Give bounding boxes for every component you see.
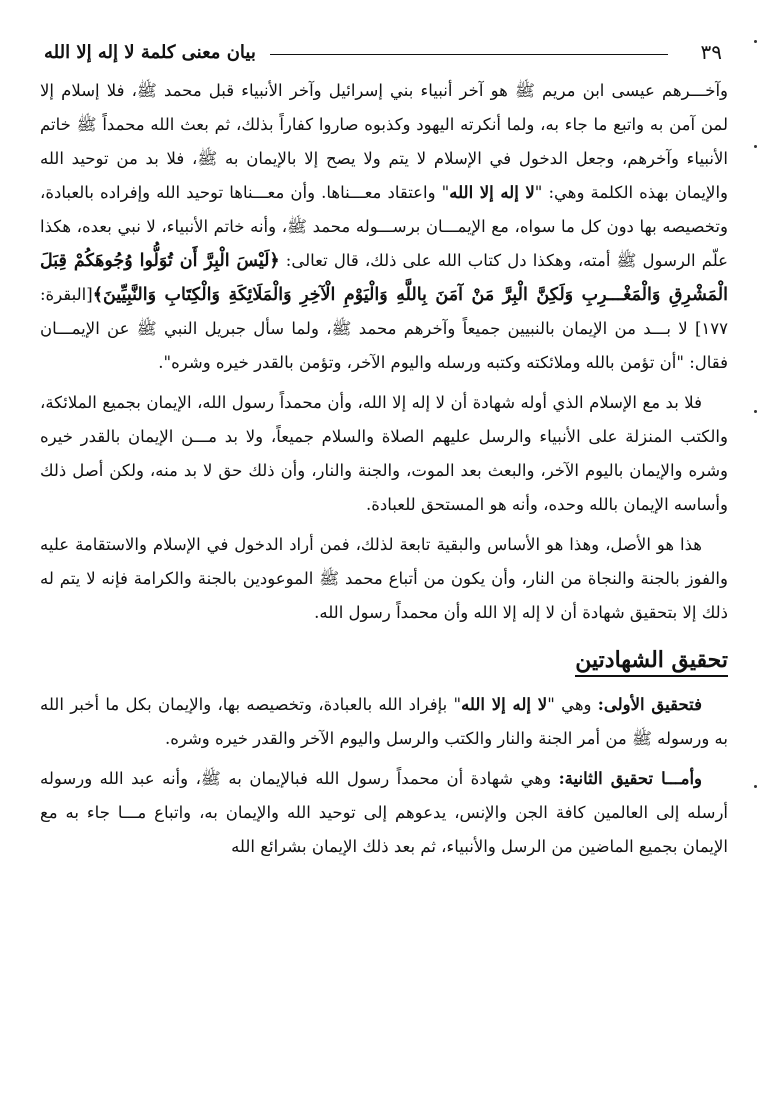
text-run: " واعتقاد معـــناها. وأن معـــناها توحيد الله وإفراده بالعبادة، وتخصيصه بها دون كل ما سواه، مع الإيمـــان برســـوله محمد ﷺ، وأنه خاتم الأنبياء، لا نبي بعده، هكذا علّم الرسول ﷺ أمته، وهكذا دل كتاب الله على ذلك، قال تعالى:: [40, 183, 728, 270]
text-run: هذا هو الأصل، وهذا هو الأساس والبقية تابعة لذلك، فمن أراد الدخول في الإسلام والاستقامة عليه والفوز بالجنة والنجاة من النار، وأن يكون من أتباع محمد ﷺ الموعودين بالجنة والكرامة فإنه لا يتم له ذلك إلا بتحقيق شهادة أن لا إله إلا الله وأن محمداً رسول الله.: [40, 535, 728, 622]
paragraph-2: [40, 386, 728, 522]
edge-mark: [754, 410, 757, 413]
section-paragraph-2: [40, 762, 728, 864]
bold-text: لا إله إلا الله: [461, 695, 548, 714]
edge-mark: [754, 785, 757, 788]
text-run: وهي ": [547, 695, 598, 714]
quran-verse: ﴿لَيْسَ الْبِرَّ أَن تُوَلُّوا وُجُوهَكُمْ قِبَلَ الْمَشْرِقِ وَالْمَغْـــرِبِ وَلَكِنَّ الْبِرَّ مَنْ آمَنَ بِاللَّهِ وَالْيَوْمِ الْآخِرِ وَالْمَلَائِكَةِ وَالْكِتَابِ وَالنَّبِيِّينَ﴾: [40, 251, 728, 305]
section-paragraph-1: [40, 688, 728, 756]
text-run: [البقرة: ١٧٧] لا بـــد من الإيمان بالنبيين جميعاً وآخرهم محمد ﷺ، ولما سأل جبريل النبي ﷺ عن الإيمـــان فقال: "أن تؤمن بالله وملائكته وكتبه ورسله واليوم الآخر، وتؤمن بالقدر خيره وشره".: [40, 285, 728, 372]
text-run: فلا بد مع الإسلام الذي أوله شهادة أن لا إله إلا الله، وأن محمداً رسول الله، الإيمان بجميع الملائكة، والكتب المنزلة على الأنبياء والرسل عليهم الصلاة والسلام جميعاً، ولا بد مـــن الإيمان بالقدر خيره وشره والإيمان باليوم الآخر، والبعث بعد الموت، والجنة والنار، وأن ذلك حق لا بد منه، ولكن أصل ذلك وأساسه الإيمان بالله وحده، وأنه هو المستحق للعبادة.: [40, 393, 728, 514]
section-heading: [40, 640, 728, 680]
running-title: بيان معنى كلمة لا إله إلا الله: [44, 41, 256, 63]
text-run: وآخـــرهم عيسى ابن مريم ﷺ هو آخر أنبياء بني إسرائيل وآخر الأنبياء قبل محمد ﷺ، فلا إسلام إلا لمن آمن به واتبع ما جاء به، ولما أنكرته اليهود وكذبوه صاروا كفاراً بذلك، ثم بعث الله محمداً ﷺ خاتم الأنبياء وآخرهم، وجعل الدخول في الإسلام لا يتم ولا يصح إلا بالإيمان به ﷺ، فلا بد من توحيد الله والإيمان بهذه الكلمة وهي: ": [40, 81, 728, 202]
section-heading-text: تحقيق الشهادتين: [575, 647, 728, 677]
edge-mark: [754, 40, 757, 43]
bold-text: فتحقيق الأولى:: [597, 695, 702, 714]
paragraph-3: [40, 528, 728, 630]
edge-mark: [754, 145, 757, 148]
header-rule: [270, 54, 668, 55]
paragraph-1: [40, 74, 728, 380]
text-run: وهي شهادة أن محمداً رسول الله فبالإيمان به ﷺ، وأنه عبد الله ورسوله أرسله إلى العالمين كافة الجن والإنس، يدعوهم إلى توحيد الله والإيمان به، واتباع مـــا جاء به مع الإيمان بجميع الماضين من الرسل والأنبياء، ثم بعد ذلك الإيمان بشرائع الله: [40, 769, 728, 856]
document-page: [40, 30, 728, 1090]
page-number: ٣٩: [700, 40, 722, 64]
scan-edge-marks: [751, 30, 757, 1090]
page-header: [40, 30, 728, 74]
bold-text: لا إله إلا الله: [449, 183, 535, 202]
body-text: [40, 74, 728, 864]
text-run: " بإفراد الله بالعبادة، وتخصيصه بها، والإيمان بكل ما أخبر الله به ورسوله ﷺ من أمر الجنة والنار والكتب والرسل واليوم الآخر والقدر خيره وشره.: [40, 695, 728, 748]
bold-text: وأمـــا تحقيق الثانية:: [558, 769, 702, 788]
